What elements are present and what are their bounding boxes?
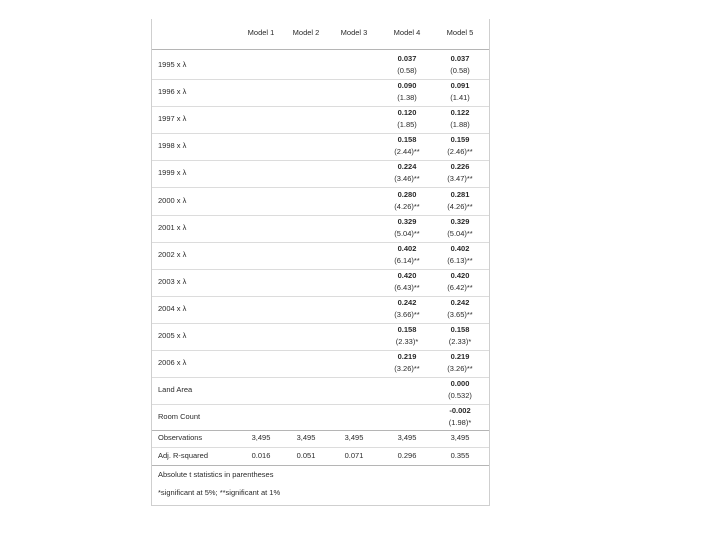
row-label: 1995 x λ — [158, 60, 187, 69]
coefficient-value: 0.037 — [397, 54, 417, 63]
row-divider — [152, 404, 489, 405]
coefficient-value: -0.002 — [449, 406, 471, 415]
coefficient-value: 0.158 — [397, 135, 417, 144]
row-label: 1999 x λ — [158, 168, 187, 177]
summary-value: 3,495 — [397, 433, 417, 442]
summary-value: 0.355 — [450, 451, 470, 460]
summary-value: 3,495 — [344, 433, 364, 442]
table-note-tstat: Absolute t statistics in parentheses — [158, 470, 274, 479]
summary-value: 0.071 — [344, 451, 364, 460]
summary-value: 3,495 — [251, 433, 271, 442]
row-label: 2004 x λ — [158, 304, 187, 313]
t-statistic-value: (0.532) — [448, 391, 472, 400]
coefficient-value: 0.420 — [397, 271, 417, 280]
t-statistic-value: (4.26)** — [394, 202, 420, 211]
row-divider — [152, 242, 489, 243]
coefficient-value: 0.242 — [450, 298, 470, 307]
t-statistic-value: (2.33)* — [448, 337, 472, 346]
coefficient-value: 0.402 — [450, 244, 470, 253]
coefficient-value: 0.219 — [450, 352, 470, 361]
t-statistic-value: (5.04)** — [447, 229, 473, 238]
header-model-4: Model 4 — [393, 28, 421, 37]
coefficient-value: 0.122 — [450, 108, 470, 117]
row-divider — [152, 187, 489, 188]
summary-mid-rule — [152, 447, 489, 448]
row-label: Room Count — [158, 412, 201, 421]
row-label: 2001 x λ — [158, 223, 187, 232]
coefficient-value: 0.329 — [397, 217, 417, 226]
t-statistic-value: (3.66)** — [394, 310, 420, 319]
t-statistic-value: (3.46)** — [394, 174, 420, 183]
coefficient-value: 0.224 — [397, 162, 417, 171]
row-divider — [152, 269, 489, 270]
t-statistic-value: (1.88) — [450, 120, 470, 129]
t-statistic-value: (3.26)** — [447, 364, 473, 373]
t-statistic-value: (4.26)** — [447, 202, 473, 211]
coefficient-value: 0.281 — [450, 190, 470, 199]
row-divider — [152, 160, 489, 161]
t-statistic-value: (3.47)** — [447, 174, 473, 183]
coefficient-value: 0.159 — [450, 135, 470, 144]
row-label: 2000 x λ — [158, 196, 187, 205]
summary-top-rule — [152, 430, 489, 431]
row-label: Land Area — [158, 385, 193, 394]
coefficient-value: 0.329 — [450, 217, 470, 226]
header-model-3: Model 3 — [340, 28, 368, 37]
t-statistic-value: (2.46)** — [447, 147, 473, 156]
summary-value: 3,495 — [450, 433, 470, 442]
row-divider — [152, 296, 489, 297]
t-statistic-value: (2.33)* — [395, 337, 419, 346]
header-rule — [152, 49, 489, 50]
t-statistic-value: (0.58) — [397, 66, 417, 75]
row-label: 1998 x λ — [158, 141, 187, 150]
summary-label: Adj. R-squared — [158, 451, 209, 460]
row-label: 2002 x λ — [158, 250, 187, 259]
summary-value: 0.296 — [397, 451, 417, 460]
header-model-2: Model 2 — [292, 28, 320, 37]
coefficient-value: 0.091 — [450, 81, 470, 90]
coefficient-value: 0.000 — [450, 379, 470, 388]
row-label: 2003 x λ — [158, 277, 187, 286]
coefficient-value: 0.037 — [450, 54, 470, 63]
t-statistic-value: (1.98)* — [448, 418, 472, 427]
summary-value: 0.016 — [251, 451, 271, 460]
header-model-1: Model 1 — [247, 28, 275, 37]
t-statistic-value: (0.58) — [450, 66, 470, 75]
t-statistic-value: (6.43)** — [394, 283, 420, 292]
t-statistic-value: (1.41) — [450, 93, 470, 102]
t-statistic-value: (2.44)** — [394, 147, 420, 156]
row-divider — [152, 377, 489, 378]
coefficient-value: 0.158 — [397, 325, 417, 334]
coefficient-value: 0.242 — [397, 298, 417, 307]
coefficient-value: 0.280 — [397, 190, 417, 199]
summary-value: 3,495 — [296, 433, 316, 442]
t-statistic-value: (1.38) — [397, 93, 417, 102]
coefficient-value: 0.226 — [450, 162, 470, 171]
row-label: 1997 x λ — [158, 114, 187, 123]
summary-bottom-rule — [152, 465, 489, 466]
row-label: 2005 x λ — [158, 331, 187, 340]
row-divider — [152, 323, 489, 324]
t-statistic-value: (3.26)** — [394, 364, 420, 373]
t-statistic-value: (6.42)** — [447, 283, 473, 292]
row-divider — [152, 79, 489, 80]
coefficient-value: 0.090 — [397, 81, 417, 90]
t-statistic-value: (6.13)** — [447, 256, 473, 265]
row-divider — [152, 350, 489, 351]
summary-label: Observations — [158, 433, 203, 442]
table-note-significance: *significant at 5%; **significant at 1% — [158, 488, 281, 497]
coefficient-value: 0.158 — [450, 325, 470, 334]
row-divider — [152, 133, 489, 134]
coefficient-value: 0.420 — [450, 271, 470, 280]
t-statistic-value: (6.14)** — [394, 256, 420, 265]
coefficient-value: 0.402 — [397, 244, 417, 253]
t-statistic-value: (3.65)** — [447, 310, 473, 319]
coefficient-value: 0.120 — [397, 108, 417, 117]
row-label: 2006 x λ — [158, 358, 187, 367]
row-divider — [152, 106, 489, 107]
row-label: 1996 x λ — [158, 87, 187, 96]
summary-value: 0.051 — [296, 451, 316, 460]
row-divider — [152, 215, 489, 216]
coefficient-value: 0.219 — [397, 352, 417, 361]
t-statistic-value: (5.04)** — [394, 229, 420, 238]
t-statistic-value: (1.85) — [397, 120, 417, 129]
regression-table — [151, 19, 490, 506]
header-model-5: Model 5 — [446, 28, 474, 37]
